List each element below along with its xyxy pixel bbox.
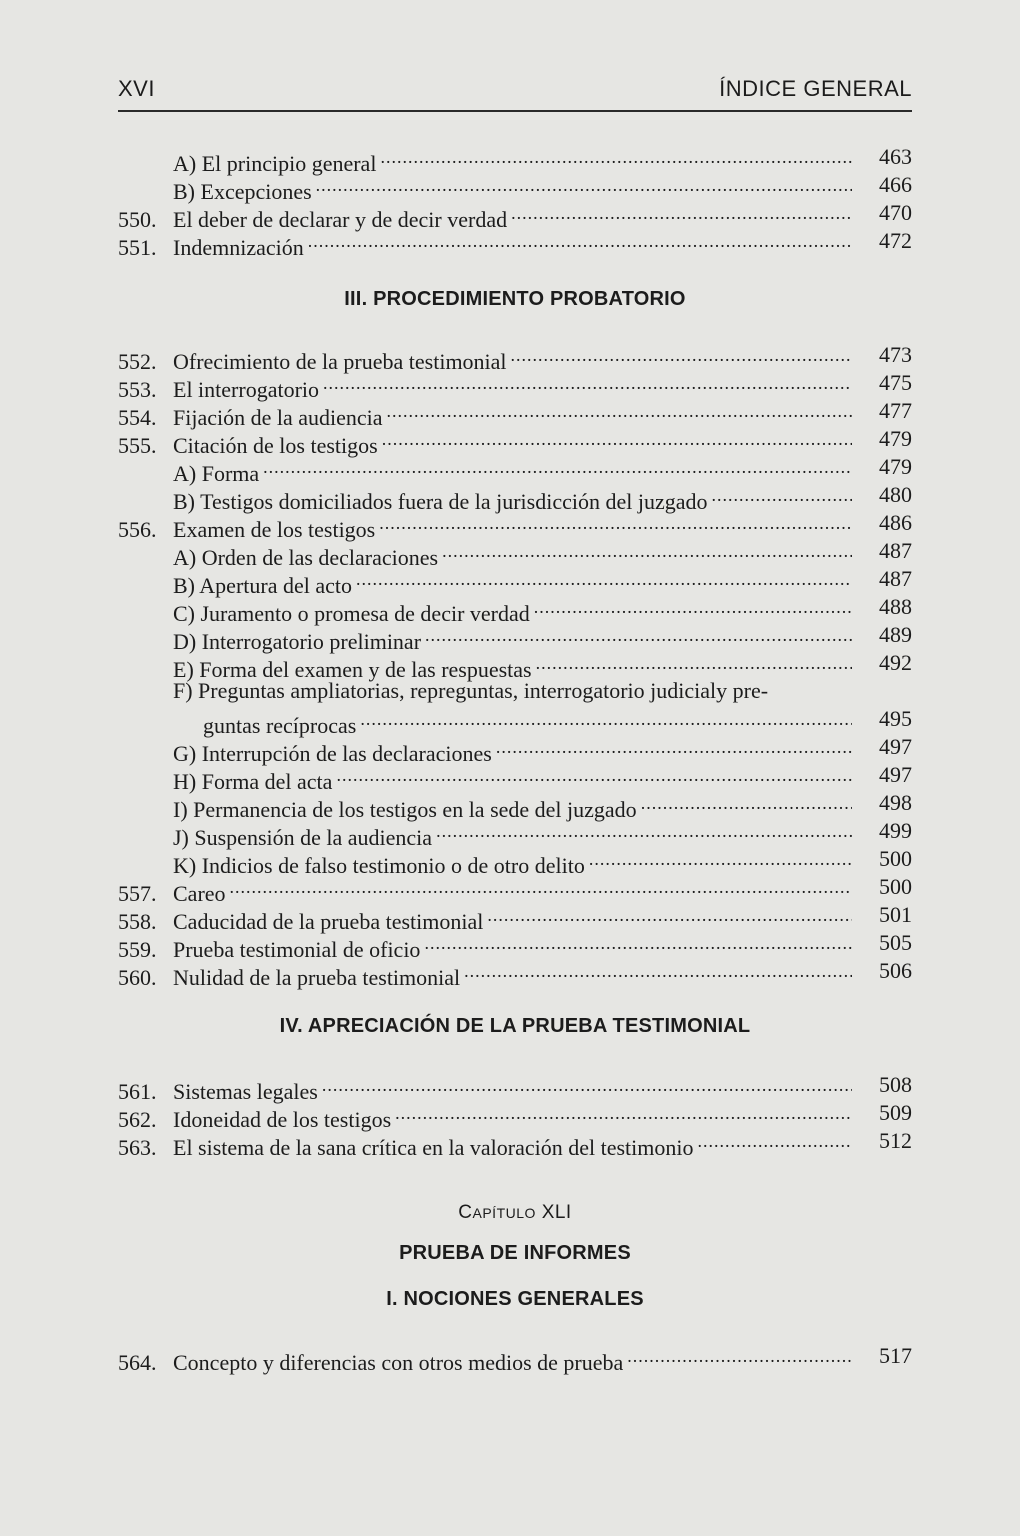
dot-leader — [360, 705, 852, 733]
chapter-title: PRUEBA DE INFORMES — [399, 1242, 631, 1264]
toc-entry — [173, 143, 912, 176]
toc-entry — [173, 537, 912, 570]
toc-entry — [118, 341, 912, 374]
dot-leader — [395, 1099, 852, 1127]
toc-entry — [118, 369, 912, 402]
toc-entry-page: 495 — [879, 706, 912, 731]
dot-leader — [316, 171, 852, 199]
toc-entry-page: 470 — [879, 200, 912, 225]
toc-entry-title: A) Orden de las declaraciones — [173, 545, 439, 570]
toc-entry-page: 499 — [879, 818, 912, 843]
toc-entry — [118, 901, 912, 934]
dot-leader — [323, 369, 852, 397]
toc-entry-number: 552. — [118, 349, 157, 374]
toc-entry — [118, 397, 912, 430]
toc-entry-title: Indemnización — [173, 235, 304, 260]
dot-leader — [379, 509, 852, 537]
chapter-label-rest: APÍTULO — [472, 1205, 536, 1221]
toc-entry-page: 505 — [879, 930, 912, 955]
dot-leader — [380, 143, 852, 171]
toc-entry-title: Idoneidad de los testigos — [173, 1107, 392, 1132]
chapter-label — [118, 1202, 912, 1224]
toc-entry-page: 508 — [879, 1072, 912, 1097]
toc-entry — [173, 621, 912, 654]
toc-entry-number: 550. — [118, 207, 157, 232]
toc-entry-title: Prueba testimonial de oficio — [173, 937, 421, 962]
toc-entry — [118, 1099, 912, 1132]
toc-entry-number: 564. — [118, 1350, 157, 1375]
toc-entry-title-line1: F) Preguntas ampliatorias, repreguntas, interrogatorio judicialy pre- — [173, 678, 769, 703]
dot-leader — [356, 565, 852, 593]
dot-leader — [308, 227, 852, 255]
toc-entry — [118, 957, 912, 990]
toc-entry-page: 486 — [879, 510, 912, 535]
dot-leader — [263, 453, 852, 481]
toc-entry-page: 489 — [879, 622, 912, 647]
toc-entry-page: 487 — [879, 538, 912, 563]
toc-entry-title: D) Interrogatorio preliminar — [173, 629, 422, 654]
toc-entry-page: 497 — [879, 762, 912, 787]
toc-entry-number: 557. — [118, 881, 157, 906]
toc-entry-page: 506 — [879, 958, 912, 983]
dot-leader — [697, 1127, 852, 1155]
dot-leader — [464, 957, 852, 985]
toc-entry-number: 556. — [118, 517, 157, 542]
dot-leader — [511, 199, 852, 227]
running-title: ÍNDICE GENERAL — [719, 76, 912, 101]
toc-entry-page: 517 — [879, 1343, 912, 1368]
dot-leader — [487, 901, 852, 929]
toc-entry-title: Citación de los testigos — [173, 433, 378, 458]
dot-leader — [511, 341, 852, 369]
toc-entry-number: 561. — [118, 1079, 157, 1104]
toc-entry — [173, 733, 912, 766]
toc-entry-number: 555. — [118, 433, 157, 458]
toc-entry-title: Fijación de la audiencia — [173, 405, 383, 430]
toc-entry-page: 466 — [879, 172, 912, 197]
toc-entry-title: Careo — [173, 881, 226, 906]
toc-entry-number: 562. — [118, 1107, 157, 1132]
toc-entry-title: B) Excepciones — [173, 179, 312, 204]
toc-entry — [173, 481, 912, 514]
toc-entry — [118, 929, 912, 962]
toc-entry-page: 488 — [879, 594, 912, 619]
toc-entry-title: B) Testigos domiciliados fuera de la jurisdicción del juzgado — [173, 489, 708, 514]
dot-leader — [424, 929, 852, 957]
dot-leader — [322, 1071, 852, 1099]
toc-entry — [118, 227, 912, 260]
dot-leader — [627, 1342, 852, 1370]
dot-leader — [442, 537, 852, 565]
toc-entry-number: 560. — [118, 965, 157, 990]
toc-entry-number: 551. — [118, 235, 157, 260]
toc-entry-number: 559. — [118, 937, 157, 962]
toc-entry-title: Caducidad de la prueba testimonial — [173, 909, 484, 934]
toc-entry — [118, 425, 912, 458]
toc-entry-title: E) Forma del examen y de las respuestas — [173, 657, 532, 682]
dot-leader — [536, 649, 852, 677]
toc-entry — [173, 817, 912, 850]
toc-entry-title: Nulidad de la prueba testimonial — [173, 965, 461, 990]
toc-entry-page: 501 — [879, 902, 912, 927]
toc-entry-page: 472 — [879, 228, 912, 253]
toc-entry-title: I) Permanencia de los testigos en la sede del juzgado — [173, 797, 637, 822]
toc-entry-page: 512 — [879, 1128, 912, 1153]
toc-entry-page: 477 — [879, 398, 912, 423]
toc-entry — [118, 1342, 912, 1375]
section-heading-iv: IV. APRECIACIÓN DE LA PRUEBA TESTIMONIAL — [279, 1015, 751, 1037]
toc-entry — [173, 845, 912, 878]
toc-entry-page: 479 — [879, 426, 912, 451]
toc-entry-number: 554. — [118, 405, 157, 430]
toc-entry-page: 487 — [879, 566, 912, 591]
toc-entry-page: 480 — [879, 482, 912, 507]
toc-entry-title: Sistemas legales — [173, 1079, 318, 1104]
section-heading-i: I. NOCIONES GENERALES — [386, 1288, 644, 1310]
toc-entry — [118, 199, 912, 232]
toc-entry-page: 492 — [879, 650, 912, 675]
toc-entry-title: H) Forma del acta — [173, 769, 333, 794]
dot-leader — [387, 397, 852, 425]
toc-entry-title: Concepto y diferencias con otros medios de prueba — [173, 1350, 624, 1375]
toc-entry-page: 479 — [879, 454, 912, 479]
running-header — [118, 70, 912, 112]
chapter-label-initial: C — [458, 1202, 473, 1223]
dot-leader — [641, 789, 852, 817]
toc-entry-page: 509 — [879, 1100, 912, 1125]
toc-entry-title: El deber de declarar y de decir verdad — [173, 207, 508, 232]
toc-entry-title: Examen de los testigos — [173, 517, 376, 542]
toc-entry — [118, 1127, 912, 1160]
toc-entry — [173, 649, 912, 682]
toc-entry-title: J) Suspensión de la audiencia — [173, 825, 433, 850]
toc-entry-title: C) Juramento o promesa de decir verdad — [173, 601, 530, 626]
dot-leader — [336, 761, 852, 789]
chapter-number: XLI — [541, 1202, 572, 1223]
toc-entry-page: 500 — [879, 874, 912, 899]
toc-entry-title: El interrogatorio — [173, 377, 320, 402]
dot-leader — [230, 873, 852, 901]
toc-entry-title: B) Apertura del acto — [173, 573, 352, 598]
dot-leader — [425, 621, 852, 649]
toc-entry-title: guntas recíprocas — [203, 713, 357, 738]
toc-entry-title: Ofrecimiento de la prueba testimonial — [173, 349, 507, 374]
toc-entry — [173, 789, 912, 822]
toc-entry-page: 498 — [879, 790, 912, 815]
section-heading-iii: III. PROCEDIMIENTO PROBATORIO — [344, 288, 686, 310]
dot-leader — [534, 593, 852, 621]
dot-leader — [589, 845, 852, 873]
toc-entry — [173, 171, 912, 204]
toc-entry-page: 473 — [879, 342, 912, 367]
dot-leader — [711, 481, 852, 509]
toc-entry-page: 463 — [879, 144, 912, 169]
toc-entry-page: 500 — [879, 846, 912, 871]
toc-entry — [118, 873, 912, 906]
toc-entry-number: 553. — [118, 377, 157, 402]
toc-entry-title: G) Interrupción de las declaraciones — [173, 741, 492, 766]
dot-leader — [382, 425, 852, 453]
toc-entry-number: 558. — [118, 909, 157, 934]
dot-leader — [496, 733, 852, 761]
toc-entry-title: A) El principio general — [173, 151, 377, 176]
toc-entry-title: El sistema de la sana crítica en la valoración del testimonio — [173, 1135, 694, 1160]
toc-entry-page: 475 — [879, 370, 912, 395]
toc-entry — [173, 565, 912, 598]
toc-entry-title: A) Forma — [173, 461, 260, 486]
toc-entry — [173, 453, 912, 486]
toc-entry — [173, 593, 912, 626]
toc-entry-page: 497 — [879, 734, 912, 759]
toc-entry-title: K) Indicios de falso testimonio o de otro delito — [173, 853, 585, 878]
toc-entry — [173, 705, 912, 738]
toc-entry — [118, 509, 912, 542]
toc-entry — [118, 1071, 912, 1104]
page-number-roman: XVI — [118, 76, 155, 101]
toc-entry — [173, 761, 912, 794]
dot-leader — [436, 817, 852, 845]
toc-entry-number: 563. — [118, 1135, 157, 1160]
